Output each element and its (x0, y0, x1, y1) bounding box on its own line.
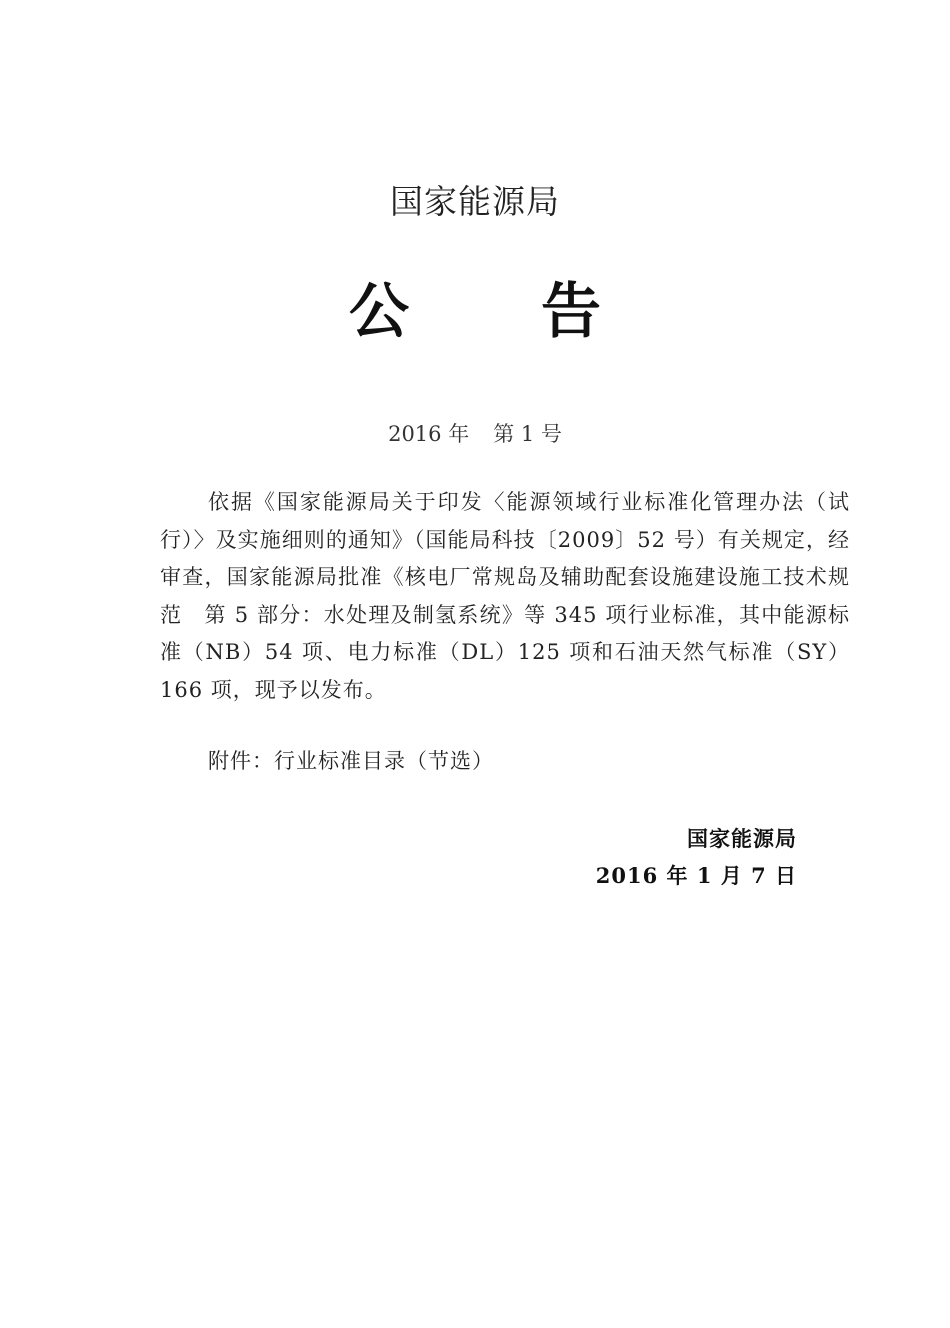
announcement-body: 依据《国家能源局关于印发〈能源领域行业标准化管理办法（试行）〉及实施细则的通知》（国能局科技〔2009〕52 号）有关规定，经审查，国家能源局批准《核电厂常规岛及辅助配套设施建设施工技术规范 第 5 部分：水处理及制氢系统》等 345 项行业标准，其中能源标准（NB）54 项、电力标准（DL）125 项和石油天然气标准（SY）166 项，现予以发布。 (160, 490, 850, 702)
document-year: 2016 年 (388, 422, 470, 446)
signature-issuer: 国家能源局 (687, 826, 797, 851)
document-number (0, 418, 950, 448)
title-char-1: 公 (349, 277, 409, 347)
title-char-2: 告 (541, 277, 601, 347)
signature-block (596, 820, 797, 894)
signature-date: 2016 年 1 月 7 日 (595, 863, 797, 888)
document-title (0, 264, 950, 350)
issuer-heading: 国家能源局 (390, 182, 560, 221)
attachment-note: 附件：行业标准目录（节选） (208, 749, 494, 773)
document-issue-number: 第 1 号 (493, 422, 562, 446)
